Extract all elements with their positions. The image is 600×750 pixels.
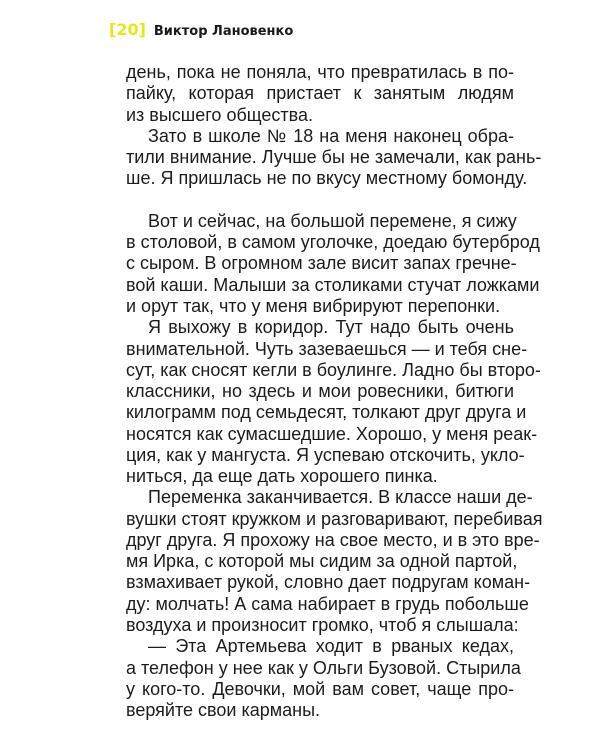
text-line: Зато в школе № 18 на меня наконец обра- [148,125,514,146]
text-line: друг друга. Я прохожу на свое место, и в это вре- [126,529,540,550]
text-line: и орут так, что у меня вибрируют перепонки. [126,295,501,316]
text-line: из высшего общества. [126,104,313,125]
text-line: — Эта Артемьева ходит в рваных кедах, [148,636,514,657]
text-line: внимательной. Чуть зазеваешься — и тебя сне- [126,338,528,359]
running-header [109,20,293,42]
text-line: ция, как у мангуста. Я успеваю отскочить, укло- [126,444,525,465]
text-line: Переменка заканчивается. В классе наши де- [148,487,533,508]
author-name: Виктор Лановенко [153,24,294,39]
text-line: вой каши. Малыши за столиками стучат ложками [126,274,540,295]
text-line: а телефон у нее как у Ольги Бузовой. Стырила [126,657,521,678]
text-line: взмахивает рукой, словно дает подругам коман- [126,572,531,593]
text-line: килограмм под семьдесят, толкают друг друга и [126,402,527,423]
text-line: пайку, которая пристает к занятым людям [126,83,514,104]
text-line: воздуха и произносит громко, чтоб я слышала: [126,614,519,635]
text-line: ше. Я пришлась не по вкусу местному бомонду. [126,168,528,189]
text-line: ниться, да еще дать хорошего пинка. [126,466,438,487]
text-line: Вот и сейчас, на большой перемене, я сижу [148,210,517,231]
text-line: веряйте свои карманы. [126,700,321,720]
text-line: тили внимание. Лучше бы не замечали, как рань- [126,147,542,168]
text-line: вушки стоят кружком и разговаривают, перебивая [126,508,543,529]
text-line: сут, как сносят кегли в боулинге. Ладно бы второ- [126,359,541,380]
text-line: день, пока не поняла, что превратилась в по- [126,62,514,82]
text-line: классники, но здесь и мои ровесники, битюги [126,381,514,401]
text-line: Я выхожу в коридор. Тут надо быть очень [148,317,514,338]
text-line: носятся как сумасшедшие. Хорошо, у меня реак- [126,423,538,444]
text-line: ду: молчать! А сама набирает в грудь побольше [126,593,529,614]
text-line: у кого-то. Девочки, мой вам совет, чаще про- [126,678,514,699]
page-number: [20] [109,20,146,39]
text-line: с сыром. В огромном зале висит запах гречне- [126,253,517,274]
text-line: мя Ирка, с которой мы сидим за одной партой, [126,551,518,572]
text-line: в столовой, в самом уголочке, доедаю бутерброд [126,232,540,253]
